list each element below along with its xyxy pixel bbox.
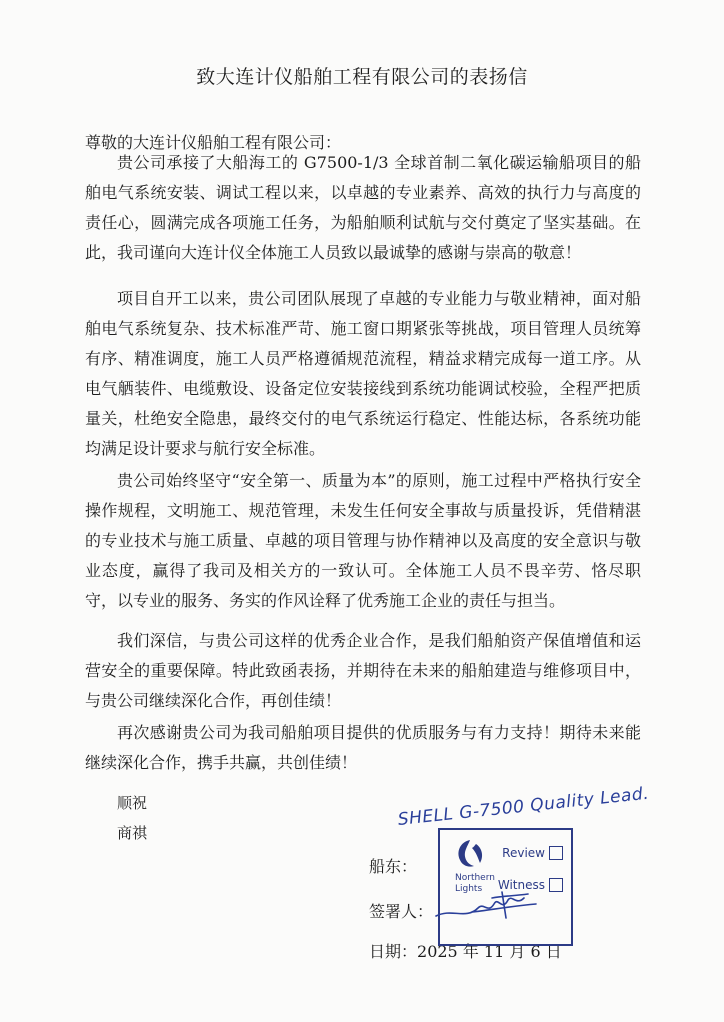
letter-title: 致大连计仪船舶工程有限公司的表扬信 <box>196 66 528 88</box>
closing-sign-off: 商祺 <box>117 824 148 842</box>
signer-label: 签署人： <box>369 902 434 921</box>
paragraph-5: 再次感谢贵公司为我司船舶项目提供的优质服务与有力支持！期待未来能继续深化合作，携手共赢，共创佳绩！ <box>85 723 641 772</box>
stamp-witness-label: Witness <box>497 878 545 892</box>
handwritten-signature <box>432 886 542 926</box>
paragraph-1: 贵公司承接了大船海工的 G7500-1/3 全球首制二氧化碳运输船项目的船舶电气系统安装、调试工程以来，以卓越的专业素养、高效的执行力与高度的责任心，圆满完成各项施工任务，为船舶顺利试航与交付奠定了坚实基础。在此，我司谨向大连计仪全体施工人员致以最诚挚的感谢与崇高的敬意！ <box>85 153 641 262</box>
salutation: 尊敬的大连计仪船舶工程有限公司： <box>85 133 342 152</box>
closing-regards: 顺祝 <box>117 794 148 812</box>
review-checkbox[interactable] <box>549 846 563 860</box>
paragraph-3: 贵公司始终坚守“安全第一、质量为本”的原则，施工过程中严格执行安全操作规程，文明施工、规范管理，未发生任何安全事故与质量投诉，凭借精湛的专业技术与施工质量、卓越的项目管理与协作精神以及高度的安全意识与敬业态度，赢得了我司及相关方的一致认可。全体施工人员不畏辛劳、恪尽职守，以专业的服务、务实的作风诠释了优秀施工企业的责任与担当。 <box>85 471 641 610</box>
stamp-brand: Northern Lights <box>455 873 495 894</box>
paragraph-2: 项目自开工以来，贵公司团队展现了卓越的专业能力与敬业精神，面对船舶电气系统复杂、技术标准严苛、施工窗口期紧张等挑战，项目管理人员统筹有序、精准调度，施工人员严格遵循规范流程，精益求精完成每一道工序。从电气舾装件、电缆敷设、设备定位安装接线到系统功能调试校验，全程严把质量关，杜绝安全隐患，最终交付的电气系统运行稳定、性能达标，各系统功能均满足设计要求与航行安全标准。 <box>85 289 641 458</box>
owner-label: 船东： <box>369 857 418 876</box>
stamp-review-row <box>502 846 563 860</box>
handwritten-note: SHELL G-7500 Quality Lead. <box>396 783 650 830</box>
stamp-review-label: Review <box>502 846 545 860</box>
date-label: 日期： <box>369 942 418 961</box>
paragraph-4: 我们深信，与贵公司这样的优秀企业合作，是我们船舶资产保值增值和运营安全的重要保障。特此致函表扬，并期待在未来的船舶建造与维修项目中，与贵公司继续深化合作，再创佳绩！ <box>85 631 641 710</box>
witness-checkbox[interactable] <box>549 878 563 892</box>
date-value: 2025 年 11 月 6 日 <box>417 942 562 961</box>
northern-lights-logo-icon <box>452 838 488 870</box>
